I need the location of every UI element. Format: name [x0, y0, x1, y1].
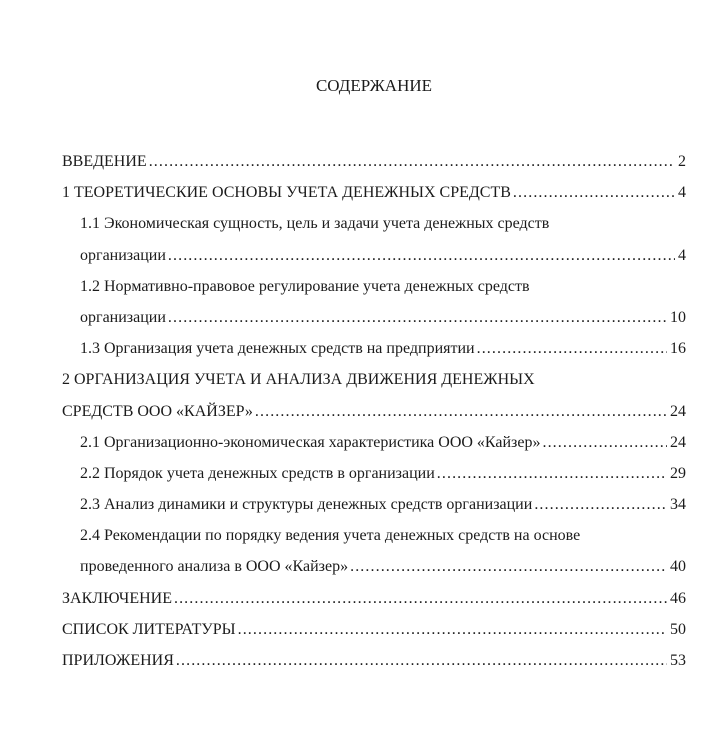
toc-row	[62, 240, 686, 271]
toc-entry-text: организации	[80, 308, 166, 326]
toc-entry-text: ЗАКЛЮЧЕНИЕ	[62, 589, 172, 607]
toc-row	[62, 364, 686, 395]
toc-entry-text: организации	[80, 246, 166, 264]
toc-dot-leader	[168, 240, 675, 271]
toc-page-number: 50	[670, 620, 686, 638]
toc-entry-text: СРЕДСТВ ООО «КАЙЗЕР»	[62, 402, 253, 420]
toc-entry-text: 2.3 Анализ динамики и структуры денежных средств организации	[80, 496, 533, 514]
toc-entry-text: 1.2 Нормативно-правовое регулирование учета денежных средств	[80, 277, 530, 295]
toc-page-number: 10	[670, 308, 686, 326]
toc-entry-text: 2.4 Рекомендации по порядку ведения учета денежных средств на основе	[80, 527, 581, 545]
toc-row	[62, 302, 686, 333]
toc-dot-leader	[534, 489, 667, 520]
toc-row	[62, 271, 686, 302]
toc-page-number: 34	[670, 496, 686, 514]
toc-row	[62, 396, 686, 427]
toc-entry-text: 1 ТЕОРЕТИЧЕСКИЕ ОСНОВЫ УЧЕТА ДЕНЕЖНЫХ СРЕДСТВ	[62, 184, 511, 202]
toc-row	[62, 520, 686, 551]
toc-entry-text: СПИСОК ЛИТЕРАТУРЫ	[62, 620, 236, 638]
toc-dot-leader	[350, 551, 667, 582]
toc-row	[62, 614, 686, 645]
toc-page-number: 40	[670, 558, 686, 576]
toc-entry-text: ПРИЛОЖЕНИЯ	[62, 652, 174, 669]
toc-dot-leader	[255, 396, 667, 427]
toc-page-number: 4	[678, 184, 686, 202]
toc-page-number: 53	[670, 652, 686, 669]
toc-page-number: 24	[670, 433, 686, 451]
toc-page-number: 2	[678, 153, 686, 170]
toc-dot-leader	[477, 333, 667, 364]
toc-dot-leader	[437, 458, 667, 489]
toc-page-number: 29	[670, 464, 686, 482]
toc-page-number: 16	[670, 340, 686, 358]
toc-page-number: 4	[678, 246, 686, 264]
toc-entry-text: проведенного анализа в ООО «Кайзер»	[80, 558, 349, 576]
toc-entry-text: ВВЕДЕНИЕ	[62, 153, 147, 170]
toc-row	[62, 177, 686, 208]
toc-dot-leader	[176, 645, 667, 676]
toc-dot-leader	[149, 146, 675, 177]
toc-row	[62, 645, 686, 676]
toc-row	[62, 208, 686, 239]
toc-entry-text: 1.1 Экономическая сущность, цель и задачи учета денежных средств	[80, 215, 550, 233]
toc-row	[62, 458, 686, 489]
toc-dot-leader	[168, 302, 667, 333]
toc-page-number: 24	[670, 402, 686, 420]
toc-dot-leader	[238, 614, 667, 645]
toc-row	[62, 333, 686, 364]
toc-page-number: 46	[670, 589, 686, 607]
toc-row	[62, 489, 686, 520]
toc-entry-text: 2.2 Порядок учета денежных средств в организации	[80, 464, 435, 482]
table-of-contents	[62, 146, 686, 676]
toc-row	[62, 583, 686, 614]
toc-row	[62, 146, 686, 177]
toc-entry-text: 1.3 Организация учета денежных средств на предприятии	[80, 340, 475, 358]
toc-dot-leader	[513, 177, 675, 208]
toc-entry-text: 2 ОРГАНИЗАЦИЯ УЧЕТА И АНАЛИЗА ДВИЖЕНИЯ ДЕНЕЖНЫХ	[62, 371, 535, 389]
page-title: СОДЕРЖАНИЕ	[315, 76, 433, 95]
toc-row	[62, 551, 686, 582]
toc-dot-leader	[174, 583, 667, 614]
toc-dot-leader	[542, 427, 667, 458]
toc-entry-text: 2.1 Организационно-экономическая характеристика ООО «Кайзер»	[80, 433, 541, 451]
toc-row	[62, 427, 686, 458]
